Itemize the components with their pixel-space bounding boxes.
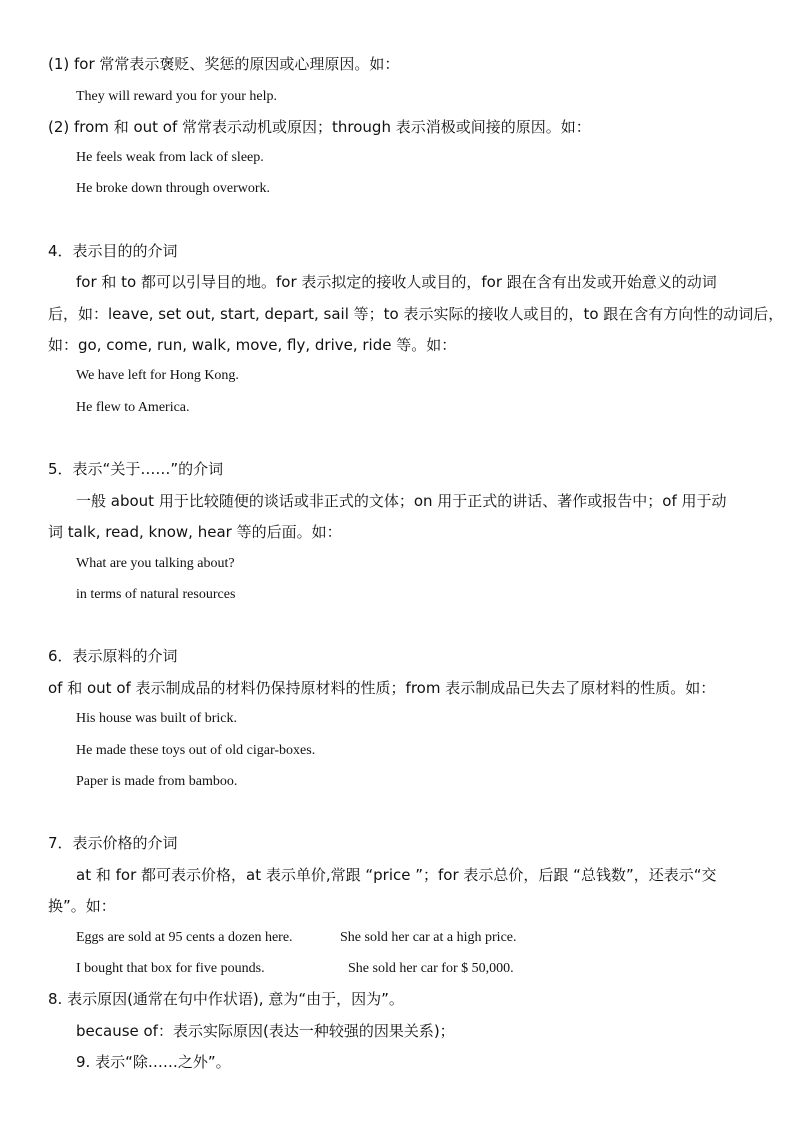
- example-sentence: Paper is made from bamboo.: [76, 774, 238, 789]
- paragraph-line: 后，如：leave, set out, start, depart, sail 等；to 表示实际的接收人或目的，to 跟在含有方向性的动词后，: [48, 305, 784, 323]
- example-sentence: She sold her car at a high price.: [340, 930, 517, 945]
- example-sentence: in terms of natural resources: [76, 587, 236, 602]
- paragraph-line: at 和 for 都可表示价格，at 表示单价,常跟 “price ”；for 表示总价，后跟 “总钱数”，还表示“交: [76, 866, 717, 884]
- example-sentence: I bought that box for five pounds.: [76, 961, 265, 976]
- paragraph-line: 一般 about 用于比较随便的谈话或非正式的文体；on 用于正式的讲话、著作或报告中；of 用于动: [76, 492, 727, 510]
- paragraph-line: 如：go, come, run, walk, move, fly, drive, ride 等。如：: [48, 336, 457, 354]
- paragraph-line: because of：表示实际原因(表达一种较强的因果关系)；: [76, 1022, 455, 1040]
- example-sentence: He made these toys out of old cigar-boxes.: [76, 743, 316, 758]
- example-sentence: His house was built of brick.: [76, 711, 237, 726]
- item-1-heading: (1) for 常常表示褒贬、奖惩的原因或心理原因。如：: [48, 55, 400, 73]
- example-sentence: She sold her car for $ 50,000.: [348, 961, 514, 976]
- example-sentence: They will reward you for your help.: [76, 89, 277, 104]
- example-sentence: He feels weak from lack of sleep.: [76, 150, 264, 165]
- example-sentence: He flew to America.: [76, 400, 190, 415]
- item-2-heading: (2) from 和 out of 常常表示动机或原因；through 表示消极或间接的原因。如：: [48, 118, 591, 136]
- section-6-heading: 6．表示原料的介词: [48, 647, 178, 665]
- example-sentence: Eggs are sold at 95 cents a dozen here.: [76, 930, 293, 945]
- paragraph-line: for 和 to 都可以引导目的地。for 表示拟定的接收人或目的，for 跟在含有出发或开始意义的动词: [76, 273, 717, 291]
- section-5-heading: 5．表示“关于……”的介词: [48, 460, 224, 478]
- section-8-heading: 8. 表示原因(通常在句中作状语), 意为“由于，因为”。: [48, 990, 404, 1008]
- section-7-heading: 7．表示价格的介词: [48, 834, 178, 852]
- section-9-heading: 9. 表示“除……之外”。: [76, 1053, 231, 1071]
- paragraph-line: 词 talk, read, know, hear 等的后面。如：: [48, 523, 342, 541]
- example-sentence: He broke down through overwork.: [76, 181, 271, 196]
- example-sentence: We have left for Hong Kong.: [76, 368, 239, 383]
- section-4-heading: 4．表示目的的介词: [48, 242, 178, 260]
- example-sentence: What are you talking about?: [76, 556, 235, 571]
- paragraph-line: of 和 out of 表示制成品的材料仍保持原材料的性质；from 表示制成品已失去了原材料的性质。如：: [48, 679, 716, 697]
- paragraph-line: 换”。如：: [48, 897, 116, 915]
